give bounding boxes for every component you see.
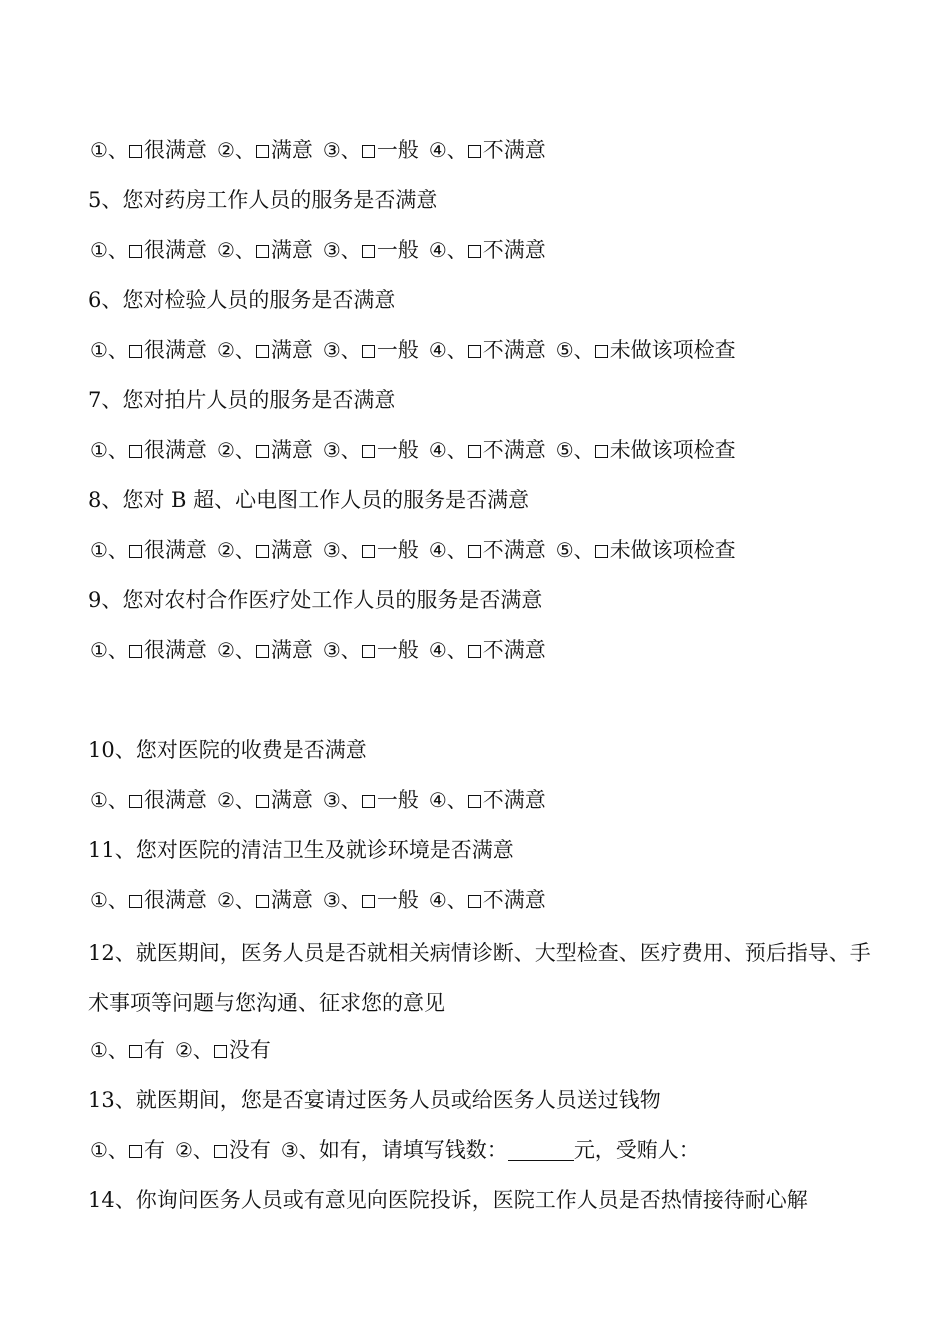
option-label: 一般 (376, 638, 419, 662)
checkbox-icon[interactable] (129, 1045, 142, 1058)
checkbox-icon[interactable] (595, 445, 608, 458)
question-text (88, 278, 878, 328)
answer-option[interactable] (90, 128, 207, 172)
option-number: ⑤、 (555, 338, 594, 362)
checkbox-icon[interactable] (129, 245, 142, 258)
option-number: ①、 (90, 788, 128, 812)
answer-option[interactable] (90, 228, 207, 272)
checkbox-icon[interactable] (362, 645, 375, 658)
checkbox-icon[interactable] (256, 895, 269, 908)
option-number: ④、 (428, 538, 467, 562)
checkbox-icon[interactable] (129, 445, 142, 458)
checkbox-icon[interactable] (468, 245, 481, 258)
answer-option[interactable] (323, 628, 419, 672)
option-label: 没有 (228, 1138, 271, 1162)
question-label: 12、就医期间，医务人员是否就相关病情诊断、大型检查、医疗费用、预后指导、手术事项等问题与您沟通、征求您的意见 (88, 941, 871, 1015)
answer-options (88, 878, 878, 928)
answer-option[interactable] (429, 878, 546, 922)
option-number: ②、 (216, 788, 255, 812)
answer-option[interactable] (429, 528, 546, 572)
answer-options (88, 128, 878, 178)
option-label: 一般 (376, 788, 419, 812)
option-label: 未做该项检查 (609, 338, 736, 362)
checkbox-icon[interactable] (129, 895, 142, 908)
answer-option[interactable] (556, 528, 736, 572)
option-number: ④、 (428, 338, 467, 362)
answer-options (88, 228, 878, 278)
checkbox-icon[interactable] (256, 345, 269, 358)
answer-option[interactable] (217, 778, 313, 822)
amount-field-option (281, 1128, 700, 1172)
option-number: ③、 (280, 1138, 319, 1162)
amount-prompt: 如有，请填写钱数： (318, 1138, 508, 1162)
option-number: ①、 (90, 1138, 128, 1162)
answer-option[interactable] (323, 428, 419, 472)
option-number: ③、 (322, 238, 361, 262)
option-label: 一般 (376, 238, 419, 262)
option-label: 不满意 (482, 538, 546, 562)
option-label: 有 (143, 1138, 165, 1162)
answer-option[interactable] (90, 1128, 165, 1172)
option-label: 很满意 (143, 138, 207, 162)
question-text (88, 728, 878, 778)
option-number: ⑤、 (555, 538, 594, 562)
option-label: 一般 (376, 138, 419, 162)
answer-options (88, 778, 878, 828)
answer-option[interactable] (556, 428, 736, 472)
checkbox-icon[interactable] (256, 545, 269, 558)
option-number: ③、 (322, 138, 361, 162)
answer-option[interactable] (429, 328, 546, 372)
answer-option[interactable] (323, 328, 419, 372)
checkbox-icon[interactable] (362, 445, 375, 458)
answer-option[interactable] (175, 1028, 271, 1072)
option-number: ③、 (322, 638, 361, 662)
answer-option[interactable] (217, 528, 313, 572)
option-number: ①、 (90, 438, 128, 462)
checkbox-icon[interactable] (362, 345, 375, 358)
option-label: 不满意 (482, 338, 546, 362)
answer-option[interactable] (323, 778, 419, 822)
checkbox-icon[interactable] (362, 545, 375, 558)
checkbox-icon[interactable] (214, 1145, 227, 1158)
option-number: ②、 (216, 538, 255, 562)
checkbox-icon[interactable] (129, 345, 142, 358)
option-label: 满意 (270, 888, 313, 912)
option-number: ④、 (428, 438, 467, 462)
option-label: 满意 (270, 338, 313, 362)
answer-options (88, 528, 878, 578)
checkbox-icon[interactable] (256, 645, 269, 658)
question-text (88, 1178, 878, 1228)
option-number: ③、 (322, 438, 361, 462)
checkbox-icon[interactable] (362, 895, 375, 908)
option-label: 很满意 (143, 638, 207, 662)
option-label: 满意 (270, 538, 313, 562)
option-label: 未做该项检查 (609, 438, 736, 462)
answer-option[interactable] (90, 628, 207, 672)
option-number: ④、 (428, 138, 467, 162)
answer-option[interactable] (90, 428, 207, 472)
checkbox-icon[interactable] (468, 345, 481, 358)
checkbox-icon[interactable] (214, 1045, 227, 1058)
option-number: ④、 (428, 888, 467, 912)
answer-option[interactable] (175, 1128, 271, 1172)
option-label: 不满意 (482, 788, 546, 812)
question-text (88, 928, 878, 1028)
answer-option[interactable] (217, 228, 313, 272)
option-number: ⑤、 (555, 438, 594, 462)
option-label: 没有 (228, 1038, 271, 1062)
option-number: ①、 (90, 888, 128, 912)
option-label: 未做该项检查 (609, 538, 736, 562)
checkbox-icon[interactable] (468, 895, 481, 908)
answer-options (88, 1128, 878, 1178)
checkbox-icon[interactable] (468, 645, 481, 658)
answer-option[interactable] (217, 878, 313, 922)
answer-option[interactable] (429, 428, 546, 472)
checkbox-icon[interactable] (362, 795, 375, 808)
amount-blank-field[interactable] (508, 1138, 574, 1161)
option-label: 很满意 (143, 788, 207, 812)
question-label: 14、你询问医务人员或有意见向医院投诉，医院工作人员是否热情接待耐心解 (88, 1188, 808, 1212)
option-number: ①、 (90, 1038, 128, 1062)
answer-option[interactable] (429, 778, 546, 822)
section-gap (88, 678, 878, 728)
option-number: ④、 (428, 788, 467, 812)
answer-option[interactable] (429, 628, 546, 672)
checkbox-icon[interactable] (129, 645, 142, 658)
option-number: ①、 (90, 338, 128, 362)
checkbox-icon[interactable] (362, 245, 375, 258)
question-text (88, 828, 878, 878)
option-label: 很满意 (143, 538, 207, 562)
option-label: 满意 (270, 238, 313, 262)
option-number: ②、 (216, 638, 255, 662)
option-label: 一般 (376, 888, 419, 912)
checkbox-icon[interactable] (129, 545, 142, 558)
answer-option[interactable] (217, 628, 313, 672)
answer-option[interactable] (217, 428, 313, 472)
question-text (88, 378, 878, 428)
answer-option[interactable] (323, 878, 419, 922)
checkbox-icon[interactable] (129, 1145, 142, 1158)
option-label: 很满意 (143, 438, 207, 462)
option-number: ②、 (216, 888, 255, 912)
checkbox-icon[interactable] (595, 345, 608, 358)
option-number: ①、 (90, 538, 128, 562)
answer-option[interactable] (429, 228, 546, 272)
question-label: 13、就医期间，您是否宴请过医务人员或给医务人员送过钱物 (88, 1088, 661, 1112)
option-number: ①、 (90, 138, 128, 162)
checkbox-icon[interactable] (468, 445, 481, 458)
option-label: 不满意 (482, 888, 546, 912)
answer-option[interactable] (90, 878, 207, 922)
option-label: 一般 (376, 438, 419, 462)
option-label: 满意 (270, 638, 313, 662)
option-label: 一般 (376, 338, 419, 362)
checkbox-icon[interactable] (468, 795, 481, 808)
checkbox-icon[interactable] (468, 145, 481, 158)
question-label: 8、您对 B 超、心电图工作人员的服务是否满意 (88, 488, 530, 512)
option-number: ②、 (174, 1138, 213, 1162)
survey-page (88, 128, 878, 1228)
option-label: 满意 (270, 438, 313, 462)
option-label: 满意 (270, 788, 313, 812)
answer-option[interactable] (323, 528, 419, 572)
option-number: ②、 (174, 1038, 213, 1062)
question-text (88, 178, 878, 228)
option-number: ②、 (216, 438, 255, 462)
answer-option[interactable] (217, 328, 313, 372)
option-number: ②、 (216, 338, 255, 362)
option-label: 不满意 (482, 438, 546, 462)
option-number: ④、 (428, 238, 467, 262)
option-number: ①、 (90, 638, 128, 662)
option-number: ③、 (322, 788, 361, 812)
checkbox-icon[interactable] (256, 445, 269, 458)
checkbox-icon[interactable] (256, 145, 269, 158)
answer-option[interactable] (90, 1028, 165, 1072)
question-label: 10、您对医院的收费是否满意 (88, 738, 367, 762)
checkbox-icon[interactable] (256, 795, 269, 808)
option-label: 满意 (270, 138, 313, 162)
question-label: 7、您对拍片人员的服务是否满意 (88, 388, 396, 412)
answer-option[interactable] (90, 528, 207, 572)
option-number: ②、 (216, 238, 255, 262)
answer-option[interactable] (556, 328, 736, 372)
question-text (88, 478, 878, 528)
option-number: ③、 (322, 888, 361, 912)
question-text (88, 1078, 878, 1128)
option-label: 不满意 (482, 238, 546, 262)
option-number: ④、 (428, 638, 467, 662)
answer-option[interactable] (323, 128, 419, 172)
answer-options (88, 1028, 878, 1078)
option-number: ③、 (322, 338, 361, 362)
answer-option[interactable] (90, 328, 207, 372)
option-number: ②、 (216, 138, 255, 162)
option-label: 有 (143, 1038, 165, 1062)
question-label: 5、您对药房工作人员的服务是否满意 (88, 188, 438, 212)
option-label: 很满意 (143, 888, 207, 912)
question-label: 6、您对检验人员的服务是否满意 (88, 288, 396, 312)
answer-options (88, 428, 878, 478)
recipient-prompt: 元，受贿人： (573, 1138, 700, 1162)
question-label: 9、您对农村合作医疗处工作人员的服务是否满意 (88, 588, 543, 612)
option-number: ③、 (322, 538, 361, 562)
checkbox-icon[interactable] (129, 145, 142, 158)
checkbox-icon[interactable] (129, 795, 142, 808)
question-text (88, 578, 878, 628)
answer-option[interactable] (217, 128, 313, 172)
option-label: 很满意 (143, 338, 207, 362)
checkbox-icon[interactable] (362, 145, 375, 158)
option-label: 一般 (376, 538, 419, 562)
checkbox-icon[interactable] (256, 245, 269, 258)
option-number: ①、 (90, 238, 128, 262)
answer-options (88, 628, 878, 678)
answer-options (88, 328, 878, 378)
question-label: 11、您对医院的清洁卫生及就诊环境是否满意 (88, 838, 514, 862)
answer-option[interactable] (429, 128, 546, 172)
checkbox-icon[interactable] (468, 545, 481, 558)
answer-option[interactable] (323, 228, 419, 272)
option-label: 不满意 (482, 638, 546, 662)
checkbox-icon[interactable] (595, 545, 608, 558)
answer-option[interactable] (90, 778, 207, 822)
option-label: 很满意 (143, 238, 207, 262)
option-label: 不满意 (482, 138, 546, 162)
